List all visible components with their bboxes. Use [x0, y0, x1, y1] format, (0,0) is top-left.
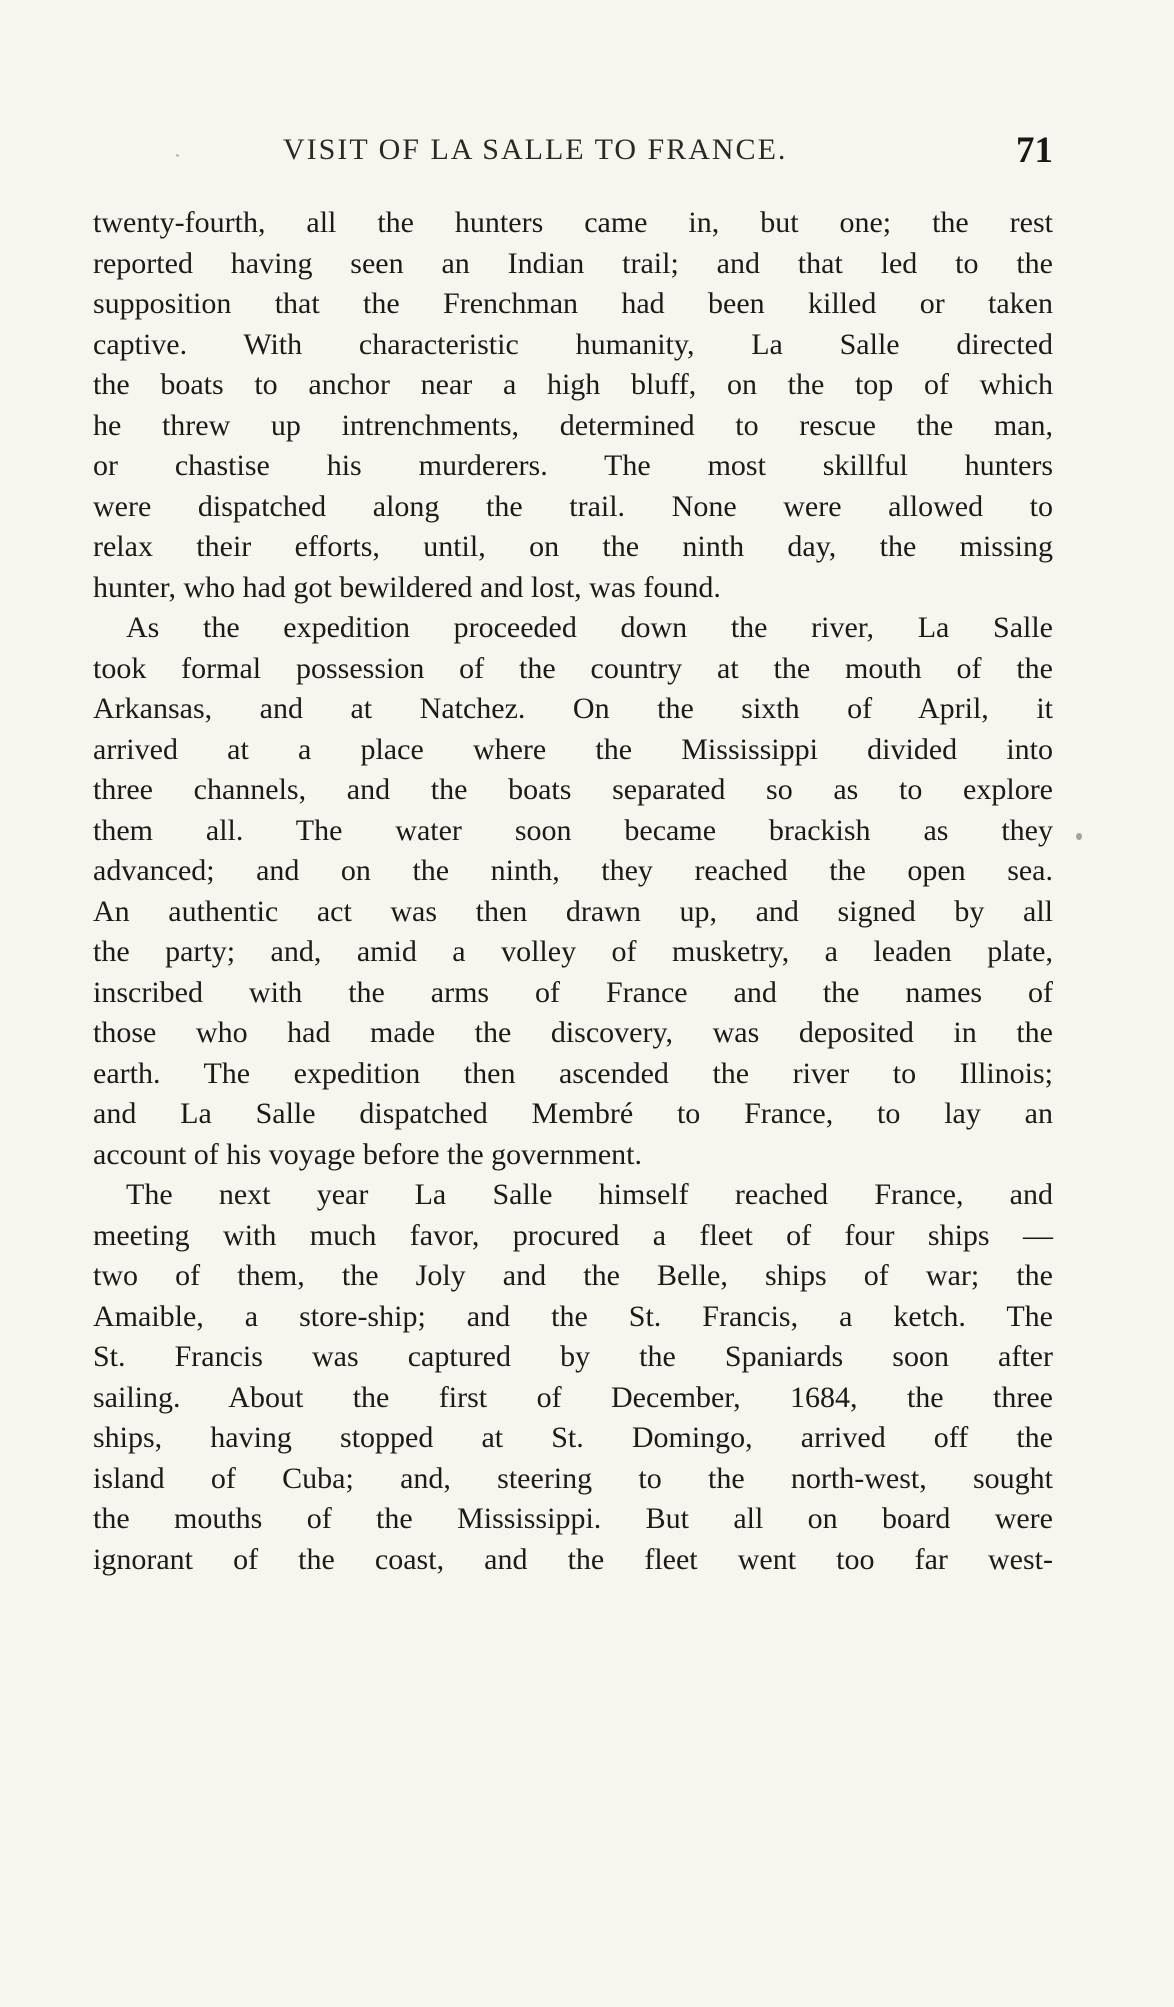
- text-line: The next year La Salle himself reached France, and: [126, 1178, 1053, 1211]
- text-line: account of his voyage before the government.: [93, 1137, 642, 1171]
- text-line: island of Cuba; and, steering to the north-west, sought: [93, 1461, 1053, 1495]
- text-line: and La Salle dispatched Membré to France, to lay an: [93, 1097, 1053, 1130]
- text-line: sailing. About the first of December, 1684, the three: [93, 1380, 1053, 1414]
- text-line: earth. The expedition then ascended the river to Illinois;: [93, 1056, 1053, 1090]
- running-title: VISIT OF LA SALLE TO FRANCE.: [283, 133, 788, 166]
- body-text: [93, 203, 1053, 1580]
- print-speck: [176, 154, 179, 157]
- text-line: As the expedition proceeded down the river, La Salle: [126, 611, 1053, 644]
- text-line: Arkansas, and at Natchez. On the sixth of April, it: [93, 692, 1053, 725]
- text-line: were dispatched along the trail. None were allowed to: [93, 489, 1053, 523]
- text-line: two of them, the Joly and the Belle, ships of war; the: [93, 1259, 1053, 1292]
- text-line: them all. The water soon became brackish as they: [93, 813, 1053, 847]
- text-line: St. Francis was captured by the Spaniards soon after: [93, 1340, 1053, 1373]
- text-line: he threw up intrenchments, determined to rescue the man,: [93, 408, 1053, 442]
- running-head: [93, 130, 1053, 173]
- text-line: ships, having stopped at St. Domingo, arrived off the: [93, 1421, 1053, 1454]
- text-line: or chastise his murderers. The most skillful hunters: [93, 449, 1053, 482]
- text-line: hunter, who had got bewildered and lost, was found.: [93, 570, 721, 604]
- text-line: the mouths of the Mississippi. But all on board were: [93, 1502, 1053, 1535]
- text-line: twenty-fourth, all the hunters came in, but one; the rest: [93, 206, 1053, 239]
- text-line: inscribed with the arms of France and the names of: [93, 975, 1053, 1009]
- text-line: advanced; and on the ninth, they reached the open sea.: [93, 854, 1053, 887]
- text-line: captive. With characteristic humanity, La Salle directed: [93, 327, 1053, 361]
- page-number: 71: [1016, 130, 1053, 171]
- text-line: took formal possession of the country at the mouth of the: [93, 651, 1053, 685]
- text-line: supposition that the Frenchman had been killed or taken: [93, 287, 1053, 320]
- text-line: the party; and, amid a volley of musketry, a leaden plate,: [93, 935, 1053, 968]
- text-line: Amaible, a store-ship; and the St. Francis, a ketch. The: [93, 1299, 1053, 1333]
- print-speck: [1076, 833, 1082, 840]
- text-line: reported having seen an Indian trail; and that led to the: [93, 246, 1053, 280]
- text-line: An authentic act was then drawn up, and signed by all: [93, 894, 1053, 928]
- text-line: those who had made the discovery, was deposited in the: [93, 1016, 1053, 1049]
- text-line: the boats to anchor near a high bluff, on the top of which: [93, 368, 1053, 401]
- text-line: meeting with much favor, procured a fleet of four ships —: [93, 1218, 1053, 1252]
- text-line: three channels, and the boats separated so as to explore: [93, 773, 1053, 806]
- text-line: arrived at a place where the Mississippi divided into: [93, 732, 1053, 766]
- text-line: relax their efforts, until, on the ninth day, the missing: [93, 530, 1053, 563]
- text-line: ignorant of the coast, and the fleet went too far west-: [93, 1542, 1053, 1576]
